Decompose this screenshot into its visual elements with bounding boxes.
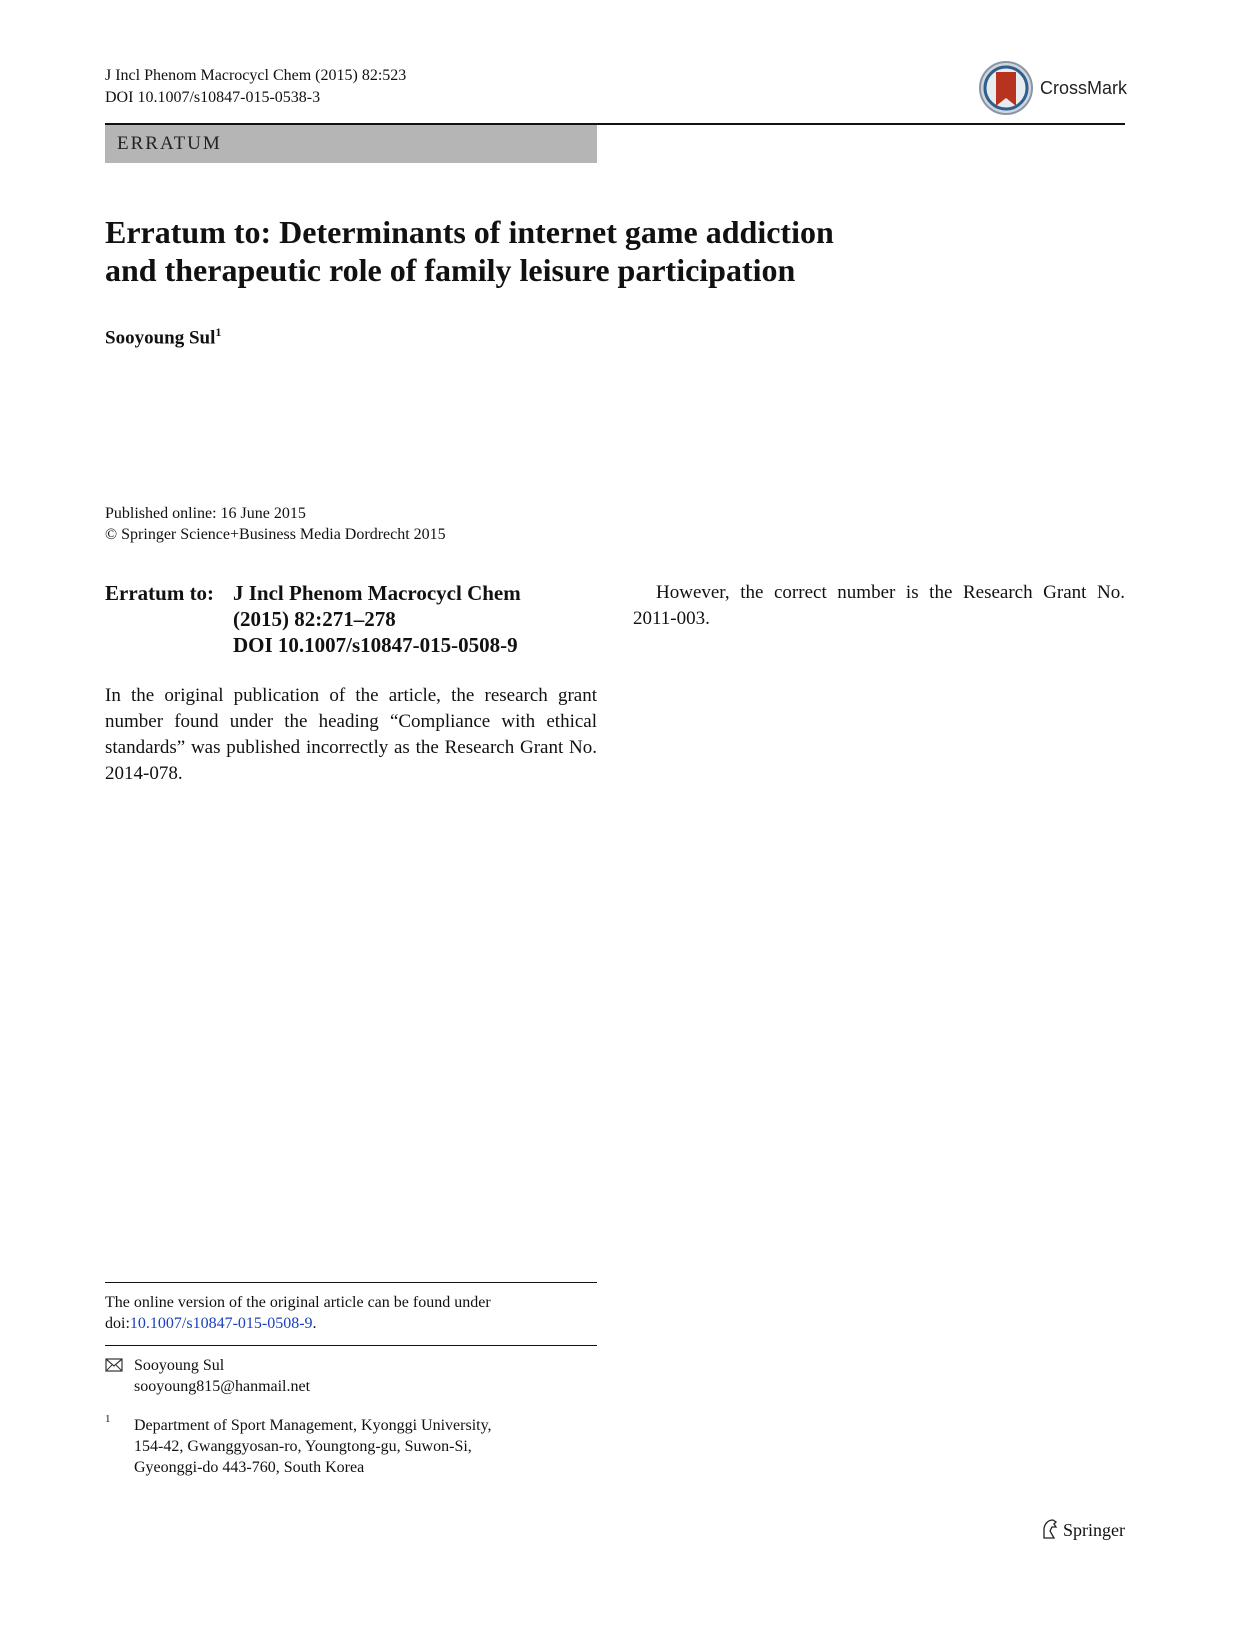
affiliation	[134, 1415, 594, 1478]
footnote-rule-2	[105, 1345, 597, 1346]
author	[105, 325, 221, 349]
article-type-label: ERRATUM	[117, 133, 222, 154]
copyright: © Springer Science+Business Media Dordrecht 2015	[105, 526, 446, 543]
body-paragraph-1: In the original publication of the article, the research grant number found under the heading “Compliance with ethical standards” was published incorrectly as the Research Grant No. 2014-078.	[105, 685, 597, 784]
affiliation-line-1: Department of Sport Management, Kyonggi University,	[134, 1417, 492, 1434]
doi-line: DOI 10.1007/s10847-015-0538-3	[105, 89, 321, 106]
corr-email[interactable]: sooyoung815@hanmail.net	[134, 1378, 311, 1395]
article-title	[105, 213, 1005, 289]
corr-name: Sooyoung Sul	[134, 1357, 225, 1374]
publisher-name: Springer	[1063, 1520, 1125, 1540]
section-heading-line-2: (2015) 82:271–278	[233, 607, 396, 631]
body-paragraph-2: However, the correct number is the Research Grant No. 2011-003.	[633, 582, 1125, 629]
envelope-icon	[105, 1358, 123, 1372]
affiliation-number: 1	[105, 1413, 111, 1425]
doi-suffix: .	[312, 1315, 317, 1332]
affiliation-line-3: Gyeonggi-do 443-760, South Korea	[134, 1459, 365, 1476]
springer-horse-icon	[1040, 1518, 1060, 1540]
footnote-online-text: The online version of the original article can be found under	[105, 1294, 491, 1311]
journal-line: J Incl Phenom Macrocycl Chem (2015) 82:523	[105, 67, 407, 84]
section-heading-lead: Erratum to:	[105, 581, 215, 605]
doi-link[interactable]: 10.1007/s10847-015-0508-9	[129, 1315, 313, 1332]
corresponding-author	[134, 1355, 310, 1397]
title-line-2: and therapeutic role of family leisure participation	[105, 252, 796, 288]
section-heading-line-3: DOI 10.1007/s10847-015-0508-9	[233, 633, 518, 657]
author-affil-mark: 1	[215, 325, 222, 339]
publication-info	[105, 503, 446, 545]
author-name: Sooyoung Sul	[105, 327, 216, 349]
published-online: Published online: 16 June 2015	[105, 505, 306, 522]
doi-prefix: doi:	[105, 1315, 130, 1332]
title-line-1: Erratum to: Determinants of internet game addiction	[105, 214, 834, 250]
journal-citation	[105, 65, 406, 109]
section-heading-line-1: J Incl Phenom Macrocycl Chem	[233, 581, 521, 605]
footnote-online-version	[105, 1292, 597, 1334]
affiliation-line-2: 154-42, Gwanggyosan-ro, Youngtong-gu, Suwon-Si,	[134, 1438, 472, 1455]
footnote-rule	[105, 1282, 597, 1283]
crossmark-label[interactable]: CrossMark	[1040, 78, 1128, 98]
